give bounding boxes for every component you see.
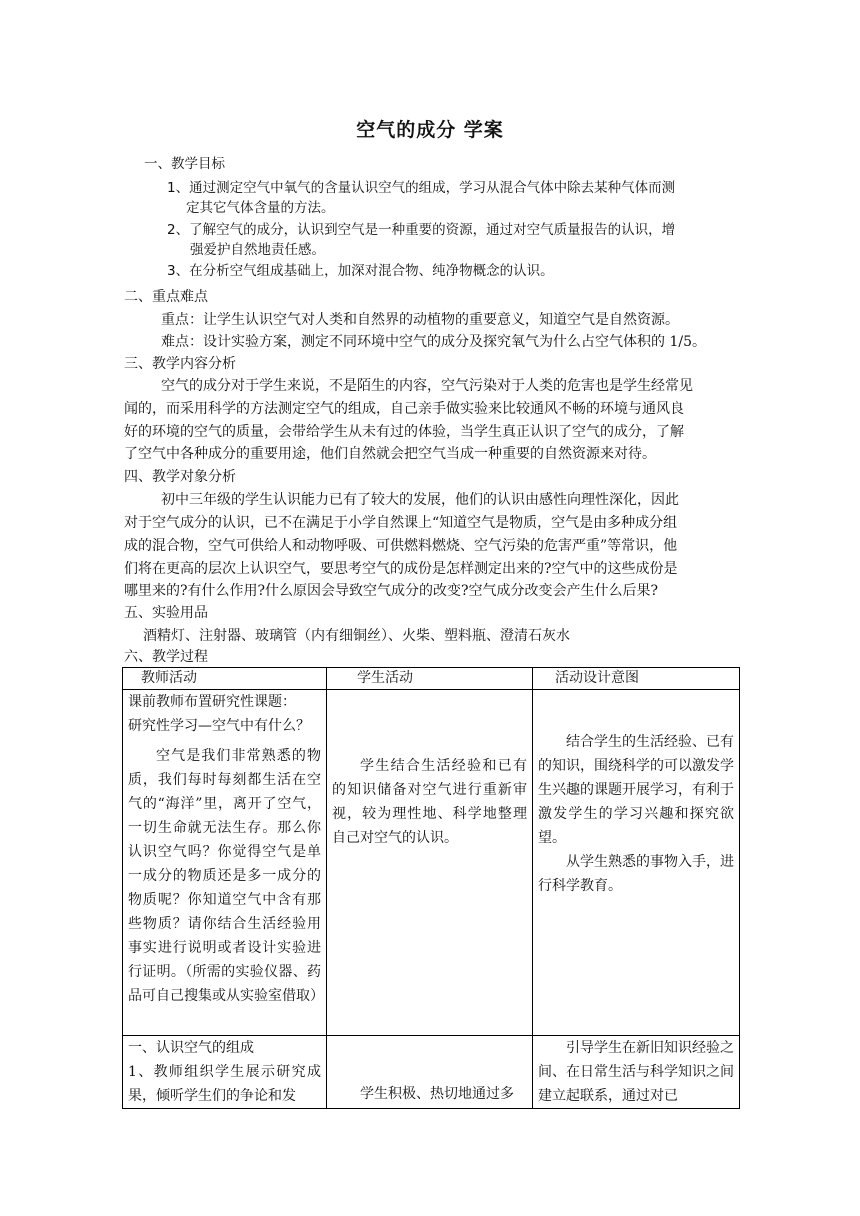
content-analysis-line-4: 了空气中各种成分的重要用途，他们自然就会把空气当成一种重要的自然资源来对待。: [124, 446, 656, 462]
design-intent-text: 引导学生在新旧知识经验之间、在日常生活与科学知识之间建立起联系，通过对已: [538, 1040, 734, 1104]
student-analysis-line-3: 成的混合物，空气可供给人和动物呼吸、可供燃料燃烧、空气污染的危害严重”等常识，他: [124, 538, 678, 554]
goal-1-line-1: 1、通过测定空气中氧气的含量认识空气的组成，学习从混合气体中除去某种气体而测: [167, 180, 676, 196]
table-header-row: [123, 668, 740, 690]
table-header-intent: 活动设计意图: [533, 668, 740, 690]
design-intent-cell: [533, 690, 740, 1036]
table-header-teacher: 教师活动: [123, 668, 327, 690]
key-point-text: 重点：让学生认识空气对人类和自然界的动植物的重要意义，知道空气是自然资源。: [161, 312, 679, 328]
goal-2-line-1: 2、了解空气的成分，认识到空气是一种重要的资源，通过对空气质量报告的认识，增: [167, 222, 676, 238]
teacher-activity-intro: 课前教师布置研究性课题：: [128, 694, 296, 710]
student-activity-text: 学生积极、热切地通过多: [360, 1086, 514, 1102]
student-activity-text: 学生结合生活经验和已有的知识储备对空气进行重新审视，较为理性地、科学地整理自己对空气的认识。: [332, 758, 527, 846]
teacher-activity-cell: [123, 1036, 327, 1109]
section-heading-key-points: 二、重点难点: [124, 289, 208, 305]
section-heading-materials: 五、实验用品: [124, 605, 208, 621]
table-row: [123, 690, 740, 1036]
section-heading-process: 六、教学过程: [124, 649, 208, 665]
goal-1-line-2: 定其它气体含量的方法。: [186, 200, 335, 216]
design-intent-cell: [533, 1036, 740, 1109]
student-activity-cell: [327, 690, 533, 1036]
content-analysis-line-2: 闻的，而采用科学的方法测定空气的组成，自己亲手做实验来比较通风不畅的环境与通风良: [124, 401, 684, 417]
materials-list: 酒精灯、注射器、玻璃管（内有细铜丝）、火柴、塑料瓶、澄清石灰水: [143, 628, 570, 644]
difficulty-text: 难点：设计实验方案，测定不同环境中空气的成分及探究氧气为什么占空气体积的 1/5。: [161, 334, 706, 350]
student-analysis-line-1: 初中三年级的学生认识能力已有了较大的发展，他们的认识由感性向理性深化，因此: [161, 492, 679, 508]
teacher-activity-body: 空气是我们非常熟悉的物质，我们每时每刻都生活在空气的“海洋”里，离开了空气，一切生命就无法生存。那么你认识空气吗？你觉得空气是单一成分的物质还是多一成分的物质呢？你知道空气中含有那些物质？请你结合生活经验用事实进行说明或者设计实验进行证明。（所需的实验仪器、药品可自己搜集或从实验室借取）: [128, 748, 324, 1004]
table-header-student: 学生活动: [327, 668, 533, 690]
student-analysis-line-2: 对于空气成分的认识，已不在满足于小学自然课上“知道空气是物质，空气是由多种成分组: [124, 515, 678, 531]
design-intent-text-2: 从学生熟悉的事物入手，进行科学教育。: [538, 854, 734, 894]
content-analysis-line-1: 空气的成分对于学生来说，不是陌生的内容，空气污染对于人类的危害也是学生经常见: [161, 378, 693, 394]
goal-2-line-2: 强爱护自然地责任感。: [190, 242, 325, 258]
student-analysis-line-5: 哪里来的?有什么作用?什么原因会导致空气成分的改变?空气成分改变会产生什么后果?: [124, 583, 659, 599]
teacher-activity-cell: [123, 690, 327, 1036]
section-heading-content-analysis: 三、教学内容分析: [124, 356, 236, 372]
teacher-activity-topic: 研究性学习—空气中有什么？: [128, 718, 310, 734]
student-activity-cell: [327, 1036, 533, 1109]
section-heading-goals: 一、教学目标: [144, 156, 225, 172]
page-title: 空气的成分 学案: [356, 119, 504, 141]
table-row: [123, 1036, 740, 1109]
teacher-activity-heading: 一、认识空气的组成: [128, 1040, 254, 1056]
student-analysis-line-4: 们将在更高的层次上认识空气，要思考空气的成份是怎样测定出来的?空气中的这些成份是: [124, 561, 678, 577]
design-intent-text-1: 结合学生的生活经验、已有的知识，围绕科学的可以激发学生兴趣的课题开展学习，有利于激发学生的学习兴趣和探究欲望。: [538, 734, 734, 846]
section-heading-student-analysis: 四、教学对象分析: [124, 469, 236, 485]
teaching-process-table: [122, 667, 740, 1109]
goal-3: 3、在分析空气组成基础上，加深对混合物、纯净物概念的认识。: [167, 263, 554, 279]
content-analysis-line-3: 好的环境的空气的质量，会带给学生从未有过的体验，当学生真正认识了空气的成分，了解: [124, 424, 684, 440]
teacher-activity-step: 1、教师组织学生展示研究成果，倾听学生们的争论和发: [128, 1064, 321, 1104]
